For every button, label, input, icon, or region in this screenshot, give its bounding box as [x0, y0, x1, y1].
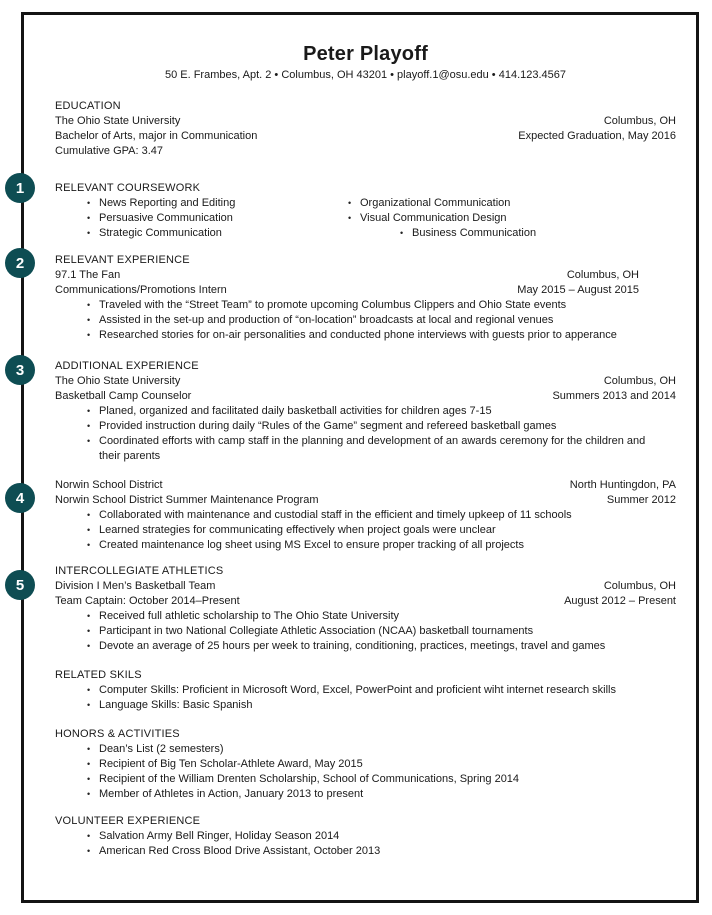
experience-role: Team Captain: October 2014–Present — [55, 595, 240, 607]
list-item: • Recipient of the William Drenten Scholarship, School of Communications, Spring 2014 — [87, 773, 520, 785]
annotation-marker-1: 1 — [5, 173, 35, 203]
bullet-icon: • — [87, 198, 91, 208]
list-item: • American Red Cross Blood Drive Assistant, October 2013 — [87, 845, 381, 857]
list-item: • Collaborated with maintenance and custodial staff in the efficient and timely upkeep of 11 schools — [87, 509, 572, 521]
bullet-icon: • — [87, 700, 91, 710]
coursework-column-left — [55, 196, 347, 241]
bullet-icon: • — [400, 228, 404, 238]
list-item: • Organizational Communication — [348, 197, 511, 209]
section-athletics — [55, 564, 676, 654]
resume-name: Peter Playoff — [303, 43, 428, 65]
bullet-icon: • — [87, 300, 91, 310]
bullet-icon: • — [87, 330, 91, 340]
list-item: • Coordinated efforts with camp staff in the planning and development of an awards ceremony for the children and their parents — [87, 435, 646, 462]
section-skills — [55, 668, 676, 713]
bullet-icon: • — [87, 759, 91, 769]
list-item: • News Reporting and Editing — [87, 197, 236, 209]
list-item: • Planed, organized and facilitated daily basketball activities for children ages 7-15 — [87, 405, 492, 417]
experience-org: The Ohio State University — [55, 375, 181, 387]
bullet-icon: • — [87, 626, 91, 636]
list-item: • Participant in two National Collegiate Athletic Association (NCAA) basketball tournaments — [87, 625, 534, 637]
experience-role-row — [55, 389, 676, 404]
list-item: • Persuasive Communication — [87, 212, 233, 224]
bullet-icon: • — [87, 789, 91, 799]
experience-role: Communications/Promotions Intern — [55, 284, 227, 296]
list-item: • Recipient of Big Ten Scholar-Athlete Award, May 2015 — [87, 758, 363, 770]
bullet-icon: • — [87, 406, 91, 416]
list-item: • Created maintenance log sheet using MS Excel to ensure proper tracking of all projects — [87, 539, 524, 551]
resume-page — [21, 12, 699, 903]
list-item: • Language Skills: Basic Spanish — [87, 699, 253, 711]
section-heading-athletics: INTERCOLLEGIATE ATHLETICS — [55, 565, 224, 577]
experience-role-row — [55, 283, 676, 298]
section-honors — [55, 727, 676, 802]
bullet-icon: • — [87, 831, 91, 841]
list-item: • Business Communication — [400, 227, 537, 239]
bullet-icon: • — [87, 846, 91, 856]
list-item: • Member of Athletes in Action, January 2013 to present — [87, 788, 364, 800]
bullet-icon: • — [87, 315, 91, 325]
list-item: • Received full athletic scholarship to The Ohio State University — [87, 610, 399, 622]
section-education — [55, 99, 676, 159]
experience-role-row — [55, 493, 676, 508]
list-item: • Dean’s List (2 semesters) — [87, 743, 224, 755]
experience-org-row — [55, 268, 676, 283]
coursework-columns — [55, 196, 676, 241]
section-coursework — [55, 181, 676, 241]
section-volunteer — [55, 814, 676, 859]
list-item: • Provided instruction during daily “Rules of the Game” segment and refereed basketball games — [87, 420, 557, 432]
bullet-icon: • — [348, 198, 352, 208]
resume-contact-line: 50 E. Frambes, Apt. 2 • Columbus, OH 43201 • playoff.1@osu.edu • 414.123.4567 — [164, 69, 567, 81]
experience-org-row — [55, 374, 676, 389]
list-item: • Salvation Army Bell Ringer, Holiday Season 2014 — [87, 830, 340, 842]
section-heading-additional-experience: ADDITIONAL EXPERIENCE — [55, 360, 199, 372]
education-location: Columbus, OH — [603, 115, 676, 127]
list-item: • Traveled with the “Street Team” to promote upcoming Columbus Clippers and Ohio State events — [87, 299, 567, 311]
education-row — [55, 144, 676, 159]
annotation-marker-5: 5 — [5, 570, 35, 600]
experience-dates: Summer 2012 — [606, 494, 676, 506]
experience-role: Norwin School District Summer Maintenance Program — [55, 494, 319, 506]
experience-dates: August 2012 – Present — [564, 595, 676, 607]
list-item: • Computer Skills: Proficient in Microsoft Word, Excel, PowerPoint and proficient wiht internet research skills — [87, 684, 616, 696]
education-school: The Ohio State University — [55, 115, 181, 127]
bullet-icon: • — [87, 510, 91, 520]
coursework-column-right — [347, 196, 676, 241]
education-degree: Bachelor of Arts, major in Communication — [55, 130, 258, 142]
section-heading-coursework: RELEVANT COURSEWORK — [55, 182, 201, 194]
bullet-icon: • — [87, 228, 91, 238]
section-heading-relevant-experience: RELEVANT EXPERIENCE — [55, 254, 190, 266]
bullet-icon: • — [87, 213, 91, 223]
experience-location: North Huntingdon, PA — [569, 479, 676, 491]
experience-org-row — [55, 478, 676, 493]
experience-location: Columbus, OH — [566, 269, 639, 281]
experience-org: Norwin School District — [55, 479, 163, 491]
experience-role: Basketball Camp Counselor — [55, 390, 192, 402]
bullet-icon: • — [87, 641, 91, 651]
list-item: • Visual Communication Design — [348, 212, 507, 224]
annotation-marker-2: 2 — [5, 248, 35, 278]
education-row — [55, 129, 676, 144]
bullet-icon: • — [348, 213, 352, 223]
bullet-icon: • — [87, 540, 91, 550]
bullet-icon: • — [87, 685, 91, 695]
section-heading-volunteer: VOLUNTEER EXPERIENCE — [55, 815, 201, 827]
experience-dates: Summers 2013 and 2014 — [552, 390, 676, 402]
section-heading-honors: HONORS & ACTIVITIES — [55, 728, 180, 740]
education-gpa: Cumulative GPA: 3.47 — [55, 145, 164, 157]
list-item: • Strategic Communication — [87, 227, 222, 239]
bullet-icon: • — [87, 744, 91, 754]
section-heading-skills: RELATED SKILS — [55, 669, 142, 681]
bullet-icon: • — [87, 774, 91, 784]
experience-org: 97.1 The Fan — [55, 269, 121, 281]
list-item: • Researched stories for on-air personalities and conducted phone interviews with guests prior to apperance — [87, 329, 617, 341]
bullet-icon: • — [87, 611, 91, 621]
experience-location: Columbus, OH — [603, 375, 676, 387]
annotation-marker-3: 3 — [5, 355, 35, 385]
section-additional-experience — [55, 359, 676, 464]
experience-org: Division I Men’s Basketball Team — [55, 580, 216, 592]
bullet-icon: • — [87, 436, 91, 446]
education-row — [55, 114, 676, 129]
list-item: • Devote an average of 25 hours per week to training, conditioning, practices, meetings, travel and games — [87, 640, 606, 652]
bullet-icon: • — [87, 421, 91, 431]
experience-dates: May 2015 – August 2015 — [517, 284, 639, 296]
section-relevant-experience — [55, 253, 676, 343]
annotation-marker-4: 4 — [5, 483, 35, 513]
section-additional-experience-entry2 — [55, 478, 676, 553]
experience-location: Columbus, OH — [603, 580, 676, 592]
bullet-icon: • — [87, 525, 91, 535]
experience-role-row — [55, 594, 676, 609]
education-graduation: Expected Graduation, May 2016 — [518, 130, 676, 142]
experience-org-row — [55, 579, 676, 594]
section-heading-education: EDUCATION — [55, 100, 121, 112]
list-item: • Learned strategies for communicating effectively when project goals were unclear — [87, 524, 496, 536]
list-item: • Assisted in the set-up and production of “on-location” broadcasts at local and regional venues — [87, 314, 554, 326]
